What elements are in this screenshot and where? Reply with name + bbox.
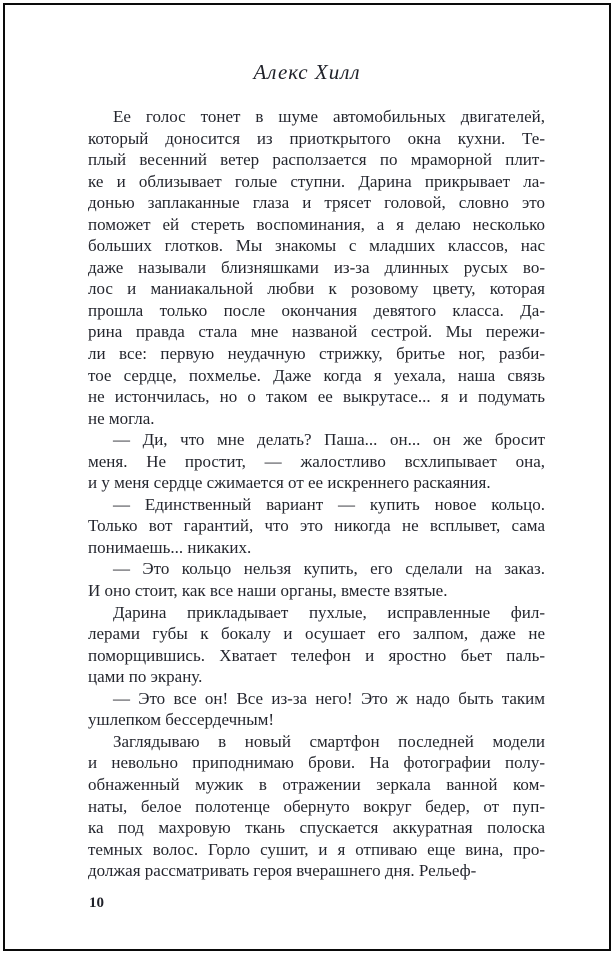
text-line: наты, белое полотенце обернуто вокруг бедер, от пуп-: [88, 796, 545, 816]
text-line: — Ди, что мне делать? Паша... он... он же бросит: [113, 430, 545, 450]
text-line: не могла.: [88, 408, 155, 428]
text-line: ушлепком бессердечным!: [88, 710, 275, 730]
text-line: — Это все он! Все из-за него! Это ж надо быть таким: [113, 688, 545, 708]
text-line: лерами губы к бокалу и осушает его залпом, даже не: [88, 624, 545, 644]
text-line: поморщившись. Хватает телефон и яростно бьет паль-: [88, 645, 545, 665]
text-line: поможет ей стереть воспоминания, а я делаю несколько: [88, 214, 545, 234]
paragraph: [88, 688, 545, 731]
text-line: — Единственный вариант — купить новое кольцо.: [113, 494, 545, 514]
text-line: — Это кольцо нельзя купить, его сделали на заказ.: [113, 559, 545, 579]
text-line: ли все: первую неудачную стрижку, бритье ног, разби-: [88, 344, 545, 364]
text-line: донью заплаканные глаза и трясет головой, словно это: [88, 193, 545, 213]
text-line: Только вот гарантий, что это никогда не всплывет, сама: [88, 516, 545, 536]
running-head-author: Алекс Хилл: [253, 60, 361, 84]
paragraph: [88, 602, 545, 688]
text-line: цами по экрану.: [88, 667, 203, 687]
text-line: больших глотков. Мы знакомы с младших классов, нас: [88, 236, 545, 256]
text-line: Ее голос тонет в шуме автомобильных двигателей,: [113, 107, 545, 126]
text-line: И оно стоит, как все наши органы, вместе взятые.: [88, 581, 448, 601]
text-line: ка под махровую ткань спускается аккуратная полоска: [88, 818, 545, 838]
text-line: не истончилась, но о таком ее выкрутасе... я и подумать: [88, 387, 545, 407]
text-line: и невольно приподнимаю брови. На фотографии полу-: [88, 753, 545, 773]
text-line: тое сердце, похмелье. Даже когда я уехала, наша связь: [88, 365, 545, 385]
text-line: рина правда стала мне названой сестрой. Мы пережи-: [88, 322, 545, 342]
text-line: даже называли близняшками из-за длинных русых во-: [88, 257, 545, 277]
text-line: и у меня сердце сжимается от ее искреннего раскаяния.: [88, 473, 491, 493]
text-line: меня. Не простит, — жалостливо всхлипывает она,: [88, 451, 545, 471]
paragraph: [88, 731, 545, 882]
paragraph: [88, 106, 545, 429]
text-line: должая рассматривать героя вчерашнего дня. Рельеф-: [88, 861, 477, 881]
text-line: обнаженный мужик в отражении зеркала ванной ком-: [88, 774, 545, 794]
page-body-text: [88, 106, 545, 882]
text-line: Дарина прикладывает пухлые, исправленные фил-: [113, 602, 545, 622]
text-line: понимаешь... никаких.: [88, 537, 252, 557]
text-line: прошла только после окончания девятого класса. Да-: [88, 300, 545, 320]
text-line: Заглядываю в новый смартфон последней модели: [113, 731, 545, 751]
page-number: 10: [89, 895, 104, 911]
text-line: который доносится из приоткрытого окна кухни. Те-: [88, 128, 545, 148]
text-line: ке и облизывает голые ступни. Дарина прикрывает ла-: [88, 171, 545, 191]
paragraph: [88, 494, 545, 559]
text-line: темных волос. Горло сушит, и я отпиваю еще вина, про-: [88, 839, 545, 859]
paragraph: [88, 558, 545, 601]
text-line: плый весенний ветер расползается по мраморной плит-: [88, 150, 545, 170]
text-line: лос и маниакальной любви к розовому цвету, которая: [88, 279, 545, 299]
paragraph: [88, 429, 545, 494]
